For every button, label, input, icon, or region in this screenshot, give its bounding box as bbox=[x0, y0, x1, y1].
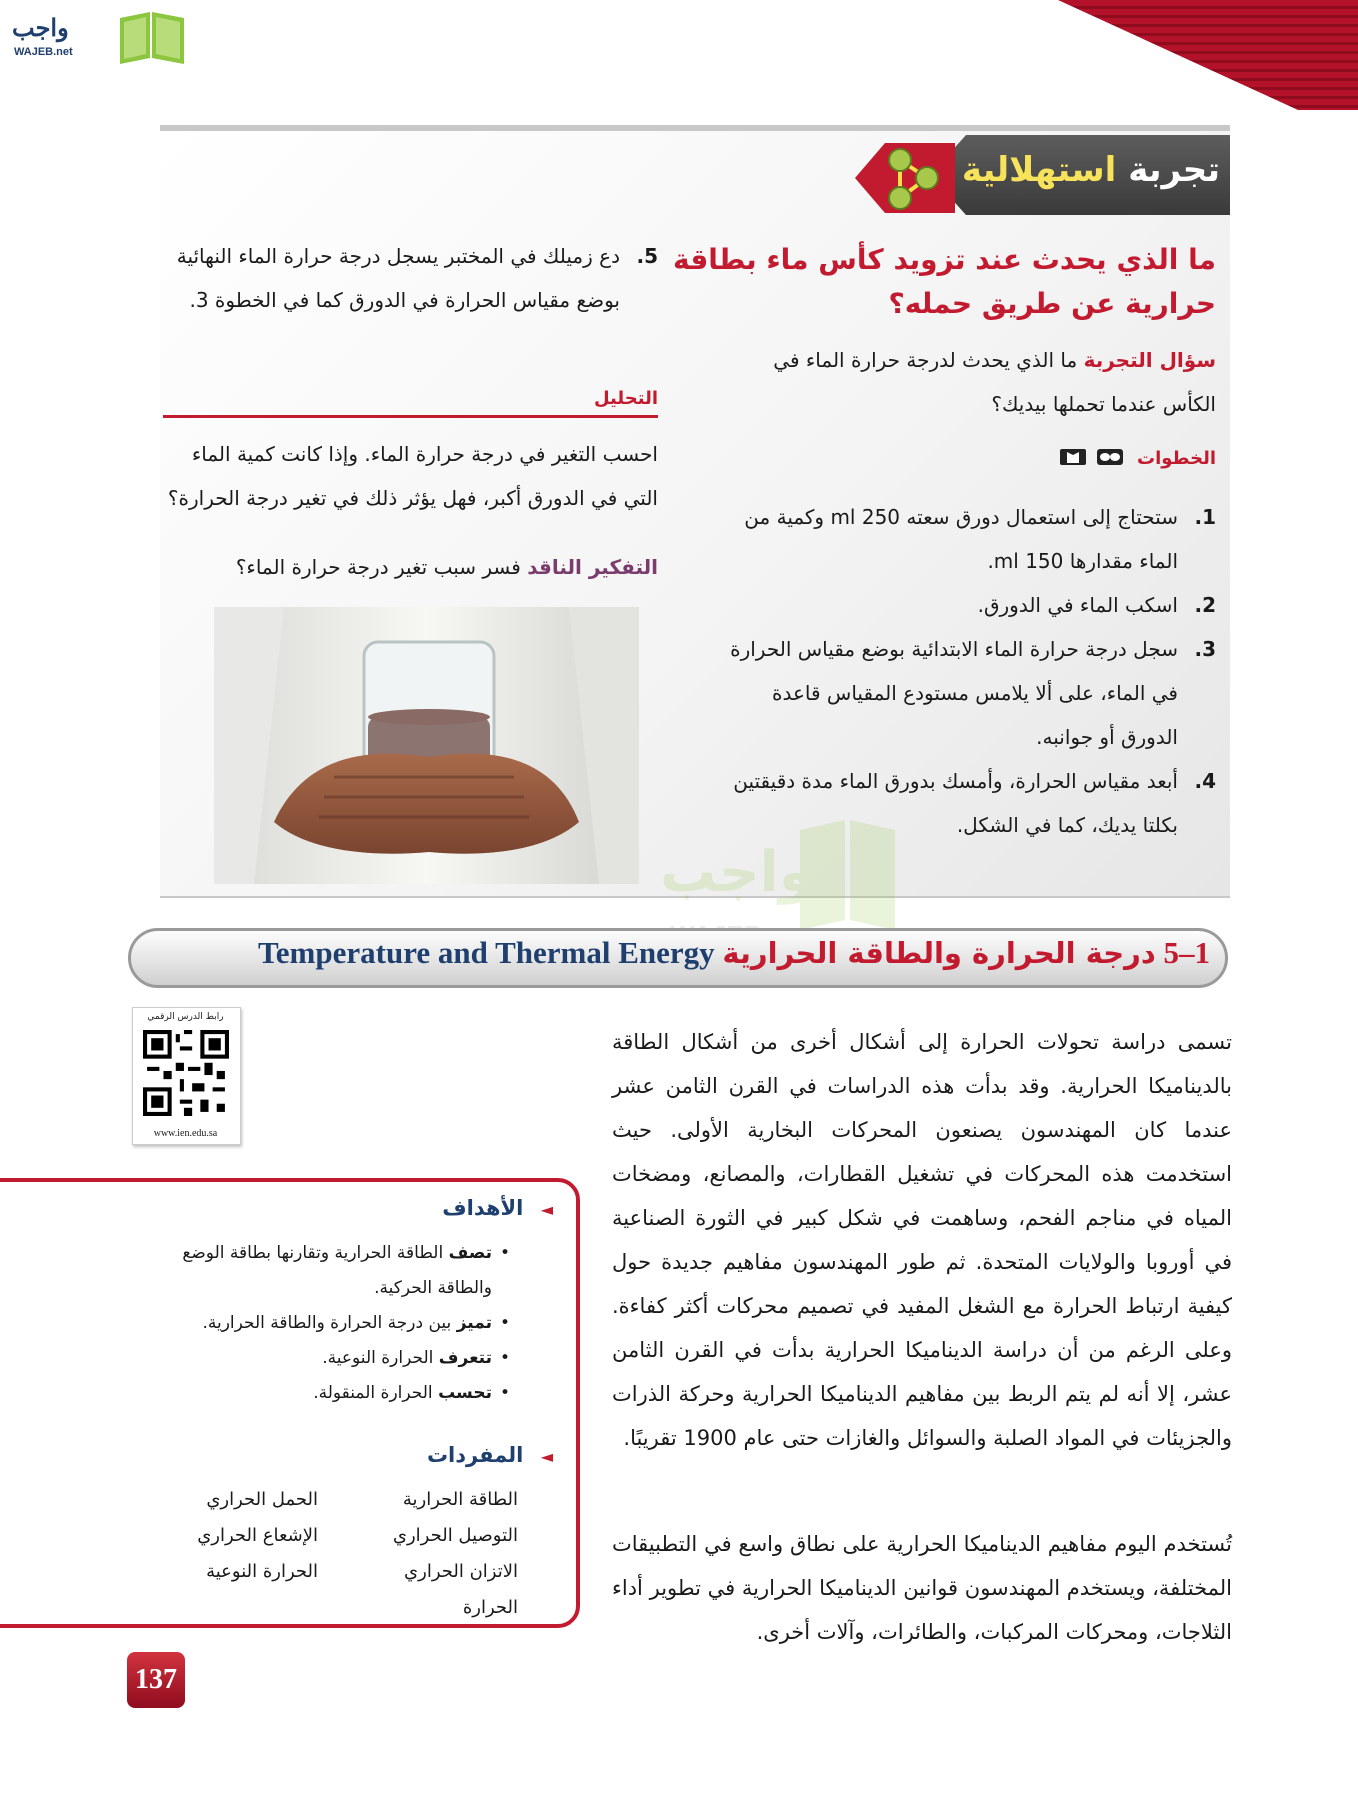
steps-list bbox=[716, 495, 1216, 847]
objectives-heading bbox=[153, 1196, 553, 1220]
step-text: اسكب الماء في الدورق. bbox=[977, 593, 1178, 617]
step-text: أبعد مقياس الحرارة، وأمسك بدورق الماء مدة دقيقتين بكلتا يديك، كما في الشكل. bbox=[733, 769, 1178, 837]
step-number: 5. bbox=[636, 244, 658, 268]
analysis-text: احسب التغير في درجة حرارة الماء. وإذا كانت كمية الماء التي في الدورق أكبر، فهل يؤثر ذلك في تغير درجة الحرارة؟ bbox=[167, 442, 658, 510]
goggles-icon bbox=[1097, 449, 1123, 470]
objective-item bbox=[140, 1236, 510, 1306]
objective-verb: تصف bbox=[448, 1243, 492, 1263]
lab-banner-title bbox=[950, 150, 1220, 200]
vocabulary-heading-text: المفردات bbox=[426, 1443, 524, 1467]
step-text: دع زميلك في المختبر يسجل درجة حرارة الماء النهائية بوضع مقياس الحرارة في الدورق كما في الخطوة 3. bbox=[176, 244, 620, 312]
lab-banner-prefix: تجربة bbox=[1128, 150, 1220, 190]
step-item bbox=[716, 583, 1216, 627]
corner-stripes bbox=[1058, 0, 1358, 110]
critical-label: التفكير الناقد bbox=[527, 555, 658, 579]
objective-verb: تحسب bbox=[438, 1383, 492, 1403]
section-title-english: Temperature and Thermal Energy bbox=[257, 935, 715, 970]
page-number: 137 bbox=[127, 1652, 185, 1708]
objective-item bbox=[140, 1306, 510, 1341]
objective-item bbox=[140, 1376, 510, 1411]
hands-beaker-photo bbox=[214, 607, 639, 884]
qr-card[interactable] bbox=[132, 1007, 241, 1145]
qr-label: رابط الدرس الرقمي bbox=[147, 1012, 224, 1022]
body-paragraph-1: تسمى دراسة تحولات الحرارة إلى أشكال أخرى من أشكال الطاقة بالديناميكا الحرارية. وقد بدأت هذه الدراسات في القرن الثامن عشر عندما كان المهندسون يصنعون المحركات البخارية الأولى. حيث استخدمت هذه المحركات في تشغيل القطارات، والمصانع، ومضخات المياه في مناجم الفحم، وساهمت في شكل كبير في الثورة الصناعية في أوروبا والولايات المتحدة. ثم طور المهندسون مفاهيم جديدة حول كيفية ارتباط الحرارة مع الشغل المفيد في تصميم محركات أكثر كفاءة. وعلى الرغم من أن دراسة الديناميكا الحرارية بدأت في القرن الثامن عشر، إلا أنه لم يتم الربط بين مفاهيم الديناميكا الحرارية وحركة الذرات والجزيئات في المواد الصلبة والسوائل والغازات حتى عام 1900 تقريبًا. bbox=[612, 1030, 1232, 1450]
vocabulary-column-1 bbox=[358, 1482, 518, 1626]
vocab-term: الحرارة bbox=[462, 1597, 518, 1618]
step5-list bbox=[163, 234, 658, 322]
lab-banner-highlight: استهلالية bbox=[961, 150, 1117, 190]
question-text: ما الذي يحدث لدرجة حرارة الماء في الكأس عندما تحملها بيديك؟ bbox=[773, 348, 1216, 416]
logo-subtext: WAJEB.net bbox=[14, 46, 73, 58]
step-item bbox=[716, 495, 1216, 583]
objective-text: الطاقة الحرارية وتقارنها بطاقة الوضع والطاقة الحركية. bbox=[182, 1243, 492, 1298]
vocab-term: الاتزان الحراري bbox=[404, 1561, 518, 1582]
objective-text: الحرارة النوعية. bbox=[322, 1348, 434, 1368]
objectives-heading-text: الأهداف bbox=[442, 1196, 524, 1220]
watermark-text: واجب bbox=[660, 840, 814, 905]
lab-coat-icon bbox=[1060, 449, 1086, 470]
objective-text: الحرارة المنقولة. bbox=[313, 1383, 433, 1403]
qr-url[interactable]: www.ien.edu.sa bbox=[153, 1128, 218, 1139]
critical-thinking bbox=[163, 545, 658, 589]
question-label: سؤال التجربة bbox=[1083, 348, 1216, 372]
section-title bbox=[150, 935, 1210, 981]
vocabulary-column-2 bbox=[158, 1482, 318, 1590]
step-number: 3. bbox=[1194, 637, 1216, 661]
lab-question bbox=[716, 338, 1216, 426]
lab-heading: ما الذي يحدث عند تزويد كأس ماء بطاقة حرارية عن طريق حمله؟ bbox=[672, 243, 1216, 320]
steps-heading bbox=[716, 448, 1216, 470]
objective-item bbox=[140, 1341, 510, 1376]
step-text: سجل درجة حرارة الماء الابتدائية بوضع مقياس الحرارة في الماء، على ألا يلامس مستودع المقياس قاعدة الدورق أو جوانبه. bbox=[730, 637, 1178, 749]
vocab-term: الحرارة النوعية bbox=[206, 1561, 318, 1582]
triangle-icon: ◄ bbox=[540, 1447, 553, 1466]
body-paragraph-2: تُستخدم اليوم مفاهيم الديناميكا الحرارية على نطاق واسع في التطبيقات المختلفة، ويستخدم المهندسون قوانين الديناميكا الحرارية في تطوير أداء الثلاجات، ومحركات المركبات، والطائرات، وآلات أخرى. bbox=[612, 1532, 1232, 1644]
critical-text: فسر سبب تغير درجة حرارة الماء؟ bbox=[235, 555, 521, 579]
vocab-term: الطاقة الحرارية bbox=[402, 1489, 518, 1510]
vocab-term: الإشعاع الحراري bbox=[197, 1525, 318, 1546]
section-number: 1–5 bbox=[1163, 935, 1210, 970]
step-item bbox=[716, 627, 1216, 759]
objective-text: بين درجة الحرارة والطاقة الحرارية. bbox=[202, 1313, 452, 1333]
logo-text: واجب bbox=[12, 15, 69, 42]
molecule-icon bbox=[845, 138, 955, 218]
section-title-arabic: درجة الحرارة والطاقة الحرارية bbox=[722, 936, 1156, 970]
steps-label: الخطوات bbox=[1137, 448, 1216, 469]
objective-verb: تميز bbox=[456, 1313, 492, 1333]
qr-code-icon bbox=[143, 1030, 229, 1116]
vocab-term: الحمل الحراري bbox=[206, 1489, 318, 1510]
step-number: 4. bbox=[1194, 769, 1216, 793]
step-item bbox=[163, 234, 658, 322]
step-number: 1. bbox=[1194, 505, 1216, 529]
triangle-icon: ◄ bbox=[540, 1200, 553, 1219]
step-number: 2. bbox=[1194, 593, 1216, 617]
step-text: ستحتاج إلى استعمال دورق سعته 250 ml وكمية من الماء مقدارها 150 ml. bbox=[744, 505, 1178, 573]
objective-verb: تتعرف bbox=[438, 1348, 492, 1368]
vocab-term: التوصيل الحراري bbox=[392, 1525, 518, 1546]
objectives-list bbox=[140, 1236, 510, 1411]
vocabulary-heading bbox=[153, 1443, 553, 1467]
analysis-heading: التحليل bbox=[163, 388, 658, 418]
